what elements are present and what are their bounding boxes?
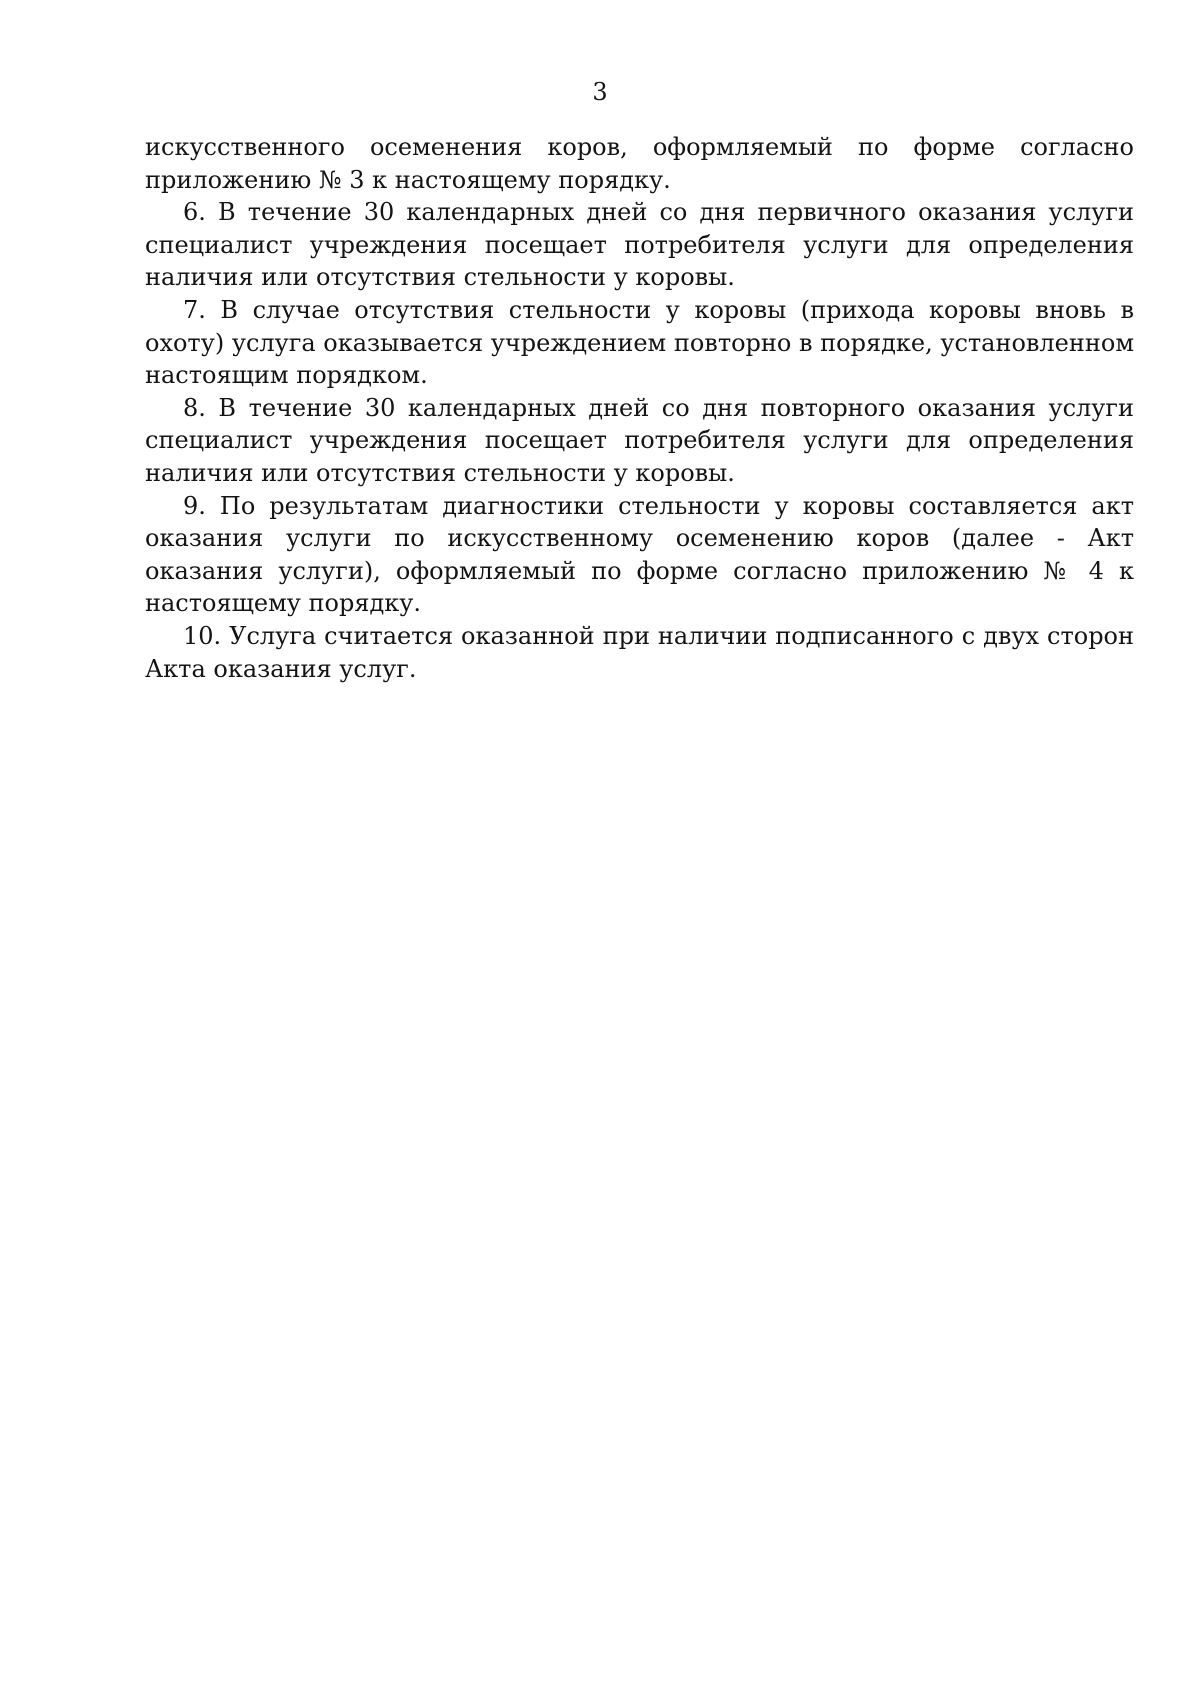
paragraph-continuation: искусственного осеменения коров, оформляемый по форме согласно приложению № 3 к настоящему порядку. [145, 133, 1134, 194]
paragraph-item-7: 7. В случае отсутствия стельности у коровы (прихода коровы вновь в охоту) услуга оказывается учреждением повторно в порядке, установленном настоящим порядком. [145, 295, 1134, 390]
paragraph-item-9: 9. По результатам диагностики стельности у коровы составляется акт оказания услуги по искусственному осеменению коров (далее - Акт оказания услуги), оформляемый по форме согласно приложению № 4 к настоящему порядку. [145, 491, 1134, 618]
paragraph-item-6: 6. В течение 30 календарных дней со дня первичного оказания услуги специалист учреждения посещает потребителя услуги для определения наличия или отсутствия стельности у коровы. [145, 198, 1134, 292]
page-number: 3 [592, 78, 608, 106]
paragraph-item-10: 10. Услуга считается оказанной при наличии подписанного с двух сторон Акта оказания услуг. [145, 621, 1134, 683]
paragraph-item-8: 8. В течение 30 календарных дней со дня повторного оказания услуги специалист учреждения посещает потребителя услуги для определения наличия или отсутствия стельности у коровы. [145, 393, 1134, 487]
document-body [145, 131, 1134, 685]
